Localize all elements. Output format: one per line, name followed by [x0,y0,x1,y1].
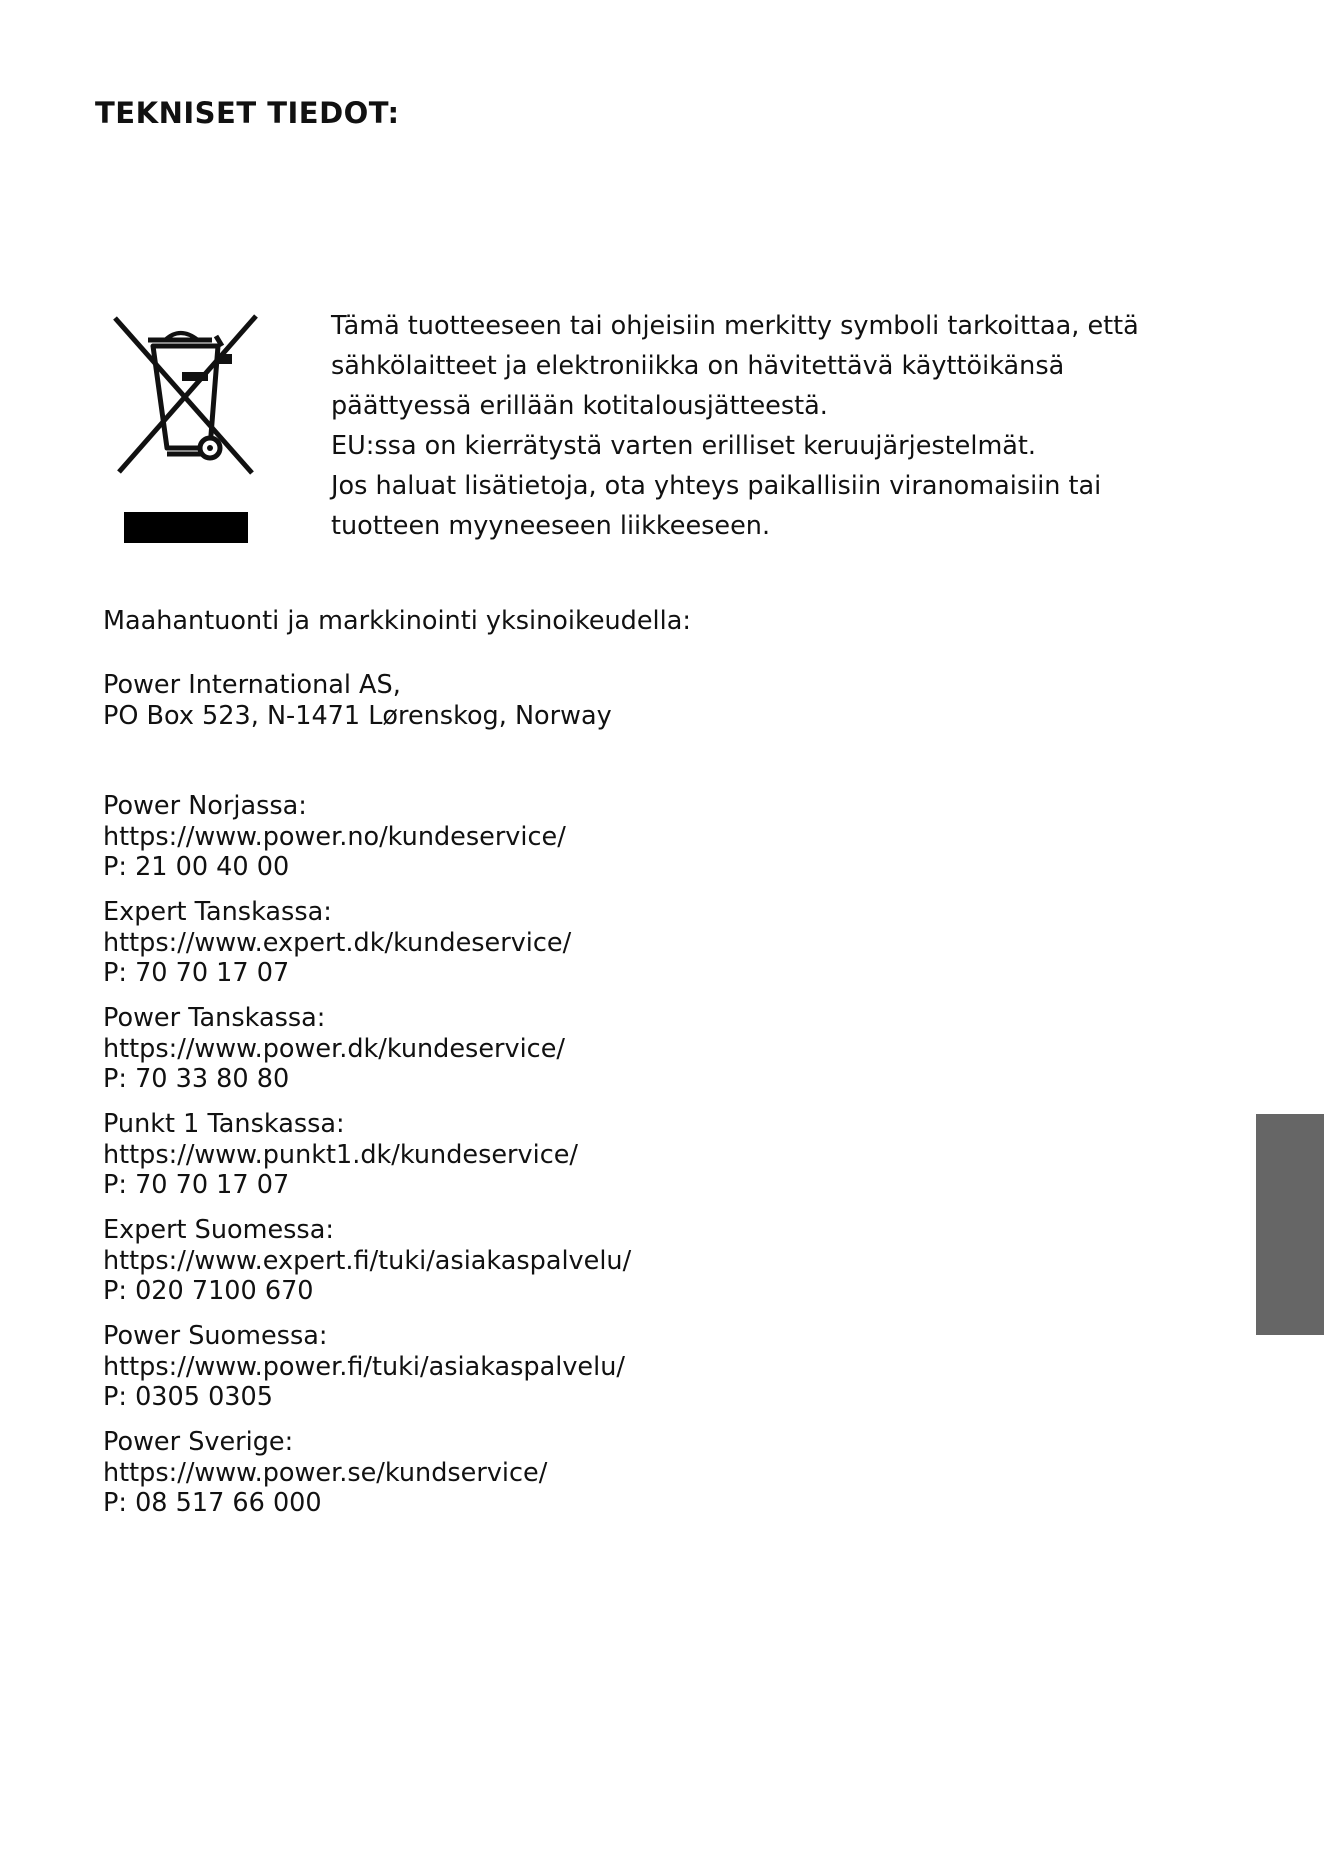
weee-line: tuotteen myyneeseen liikkeeseen. [331,511,771,541]
weee-line: päättyessä erillään kotitalousjätteestä. [331,391,828,421]
contact-phone: P: 70 70 17 07 [103,958,290,988]
contact-entry [103,897,631,1003]
company-name: Power International AS, [103,670,401,700]
contact-url[interactable]: https://www.expert.dk/kundeservice/ [103,927,572,958]
contact-list [103,791,631,1533]
contact-phone: P: 020 7100 670 [103,1276,314,1306]
contact-url[interactable]: https://www.punkt1.dk/kundeservice/ [103,1139,578,1170]
contact-phone: P: 08 517 66 000 [103,1488,322,1518]
contact-entry [103,1109,631,1215]
contact-label: Punkt 1 Tanskassa: [103,1109,345,1139]
contact-phone: P: 70 70 17 07 [103,1170,290,1200]
contact-url[interactable]: https://www.power.se/kundservice/ [103,1457,548,1488]
contact-label: Expert Tanskassa: [103,897,332,927]
weee-line: Jos haluat lisätietoja, ota yhteys paikallisiin viranomaisiin tai [331,471,1102,501]
contact-entry [103,1427,631,1533]
contact-entry [103,1003,631,1109]
contact-url[interactable]: https://www.power.no/kundeservice/ [103,821,566,852]
contact-label: Power Sverige: [103,1427,294,1457]
language-section-tab [1256,1114,1324,1335]
contact-entry [103,1215,631,1321]
contact-url[interactable]: https://www.power.fi/tuki/asiakaspalvelu/ [103,1351,625,1382]
weee-line: EU:ssa on kierrätystä varten erilliset keruujärjestelmät. [331,431,1037,461]
company-postal-address: PO Box 523, N-1471 Lørenskog, Norway [103,701,612,731]
contact-label: Power Suomessa: [103,1321,328,1351]
contact-label: Power Norjassa: [103,791,307,821]
contact-entry [103,791,631,897]
contact-label: Power Tanskassa: [103,1003,326,1033]
contact-label: Expert Suomessa: [103,1215,334,1245]
importer-label: Maahantuonti ja markkinointi yksinoikeudella: [103,606,691,636]
page-title: TEKNISET TIEDOT: [95,96,400,130]
contact-entry [103,1321,631,1427]
contact-phone: P: 21 00 40 00 [103,852,290,882]
crossed-out-wheelie-bin-icon [110,312,262,544]
contact-phone: P: 70 33 80 80 [103,1064,290,1094]
weee-disposal-notice [331,306,1231,546]
weee-line: sähkölaitteet ja elektroniikka on hävitettävä käyttöikänsä [331,351,1065,381]
contact-phone: P: 0305 0305 [103,1382,273,1412]
company-address [103,670,612,732]
contact-url[interactable]: https://www.power.dk/kundeservice/ [103,1033,565,1064]
weee-line: Tämä tuotteeseen tai ohjeisiin merkitty symboli tarkoittaa, että [331,311,1139,341]
contact-url[interactable]: https://www.expert.fi/tuki/asiakaspalvelu/ [103,1245,632,1276]
